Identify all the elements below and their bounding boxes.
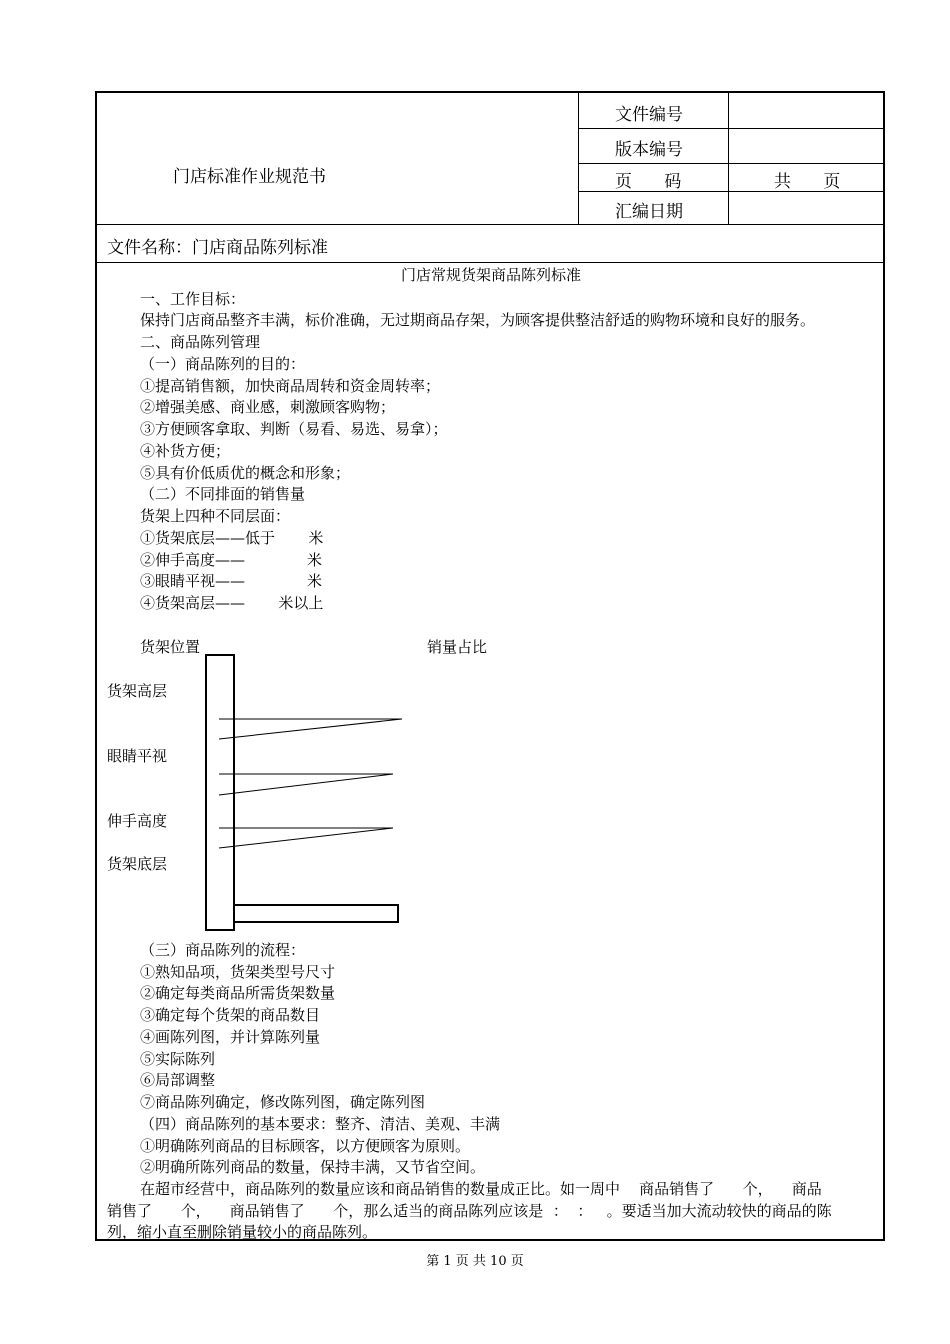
text-line: ④画陈列图，并计算陈列量 [140, 1028, 321, 1046]
file-name: 文件名称：门店商品陈列标准 [107, 238, 328, 258]
text-line: ③眼睛平视—— 米 [140, 572, 322, 590]
diagram-level-eye: 眼睛平视 [107, 747, 168, 765]
meta-label-page: 页 码 [615, 172, 682, 192]
text-line: ②伸手高度—— 米 [140, 551, 322, 569]
meta-value-page: 共 页 [774, 172, 841, 192]
text-line: ⑦商品陈列确定，修改陈列图，确定陈列图 [140, 1093, 426, 1111]
text-line: ④补货方便； [140, 442, 231, 460]
text-line: ⑤实际陈列 [140, 1050, 216, 1068]
text-line: ②增强美感、商业感，刺激顾客购物； [140, 398, 396, 416]
share-wedge-reach [219, 828, 393, 848]
diagram-level-bottom: 货架底层 [107, 855, 168, 873]
text-line: ①提高销售额，加快商品周转和资金周转率； [140, 377, 441, 395]
text-line: （四）商品陈列的基本要求：整齐、清洁、美观、丰满 [140, 1115, 501, 1133]
text-line: ③确定每个货架的商品数目 [140, 1006, 321, 1024]
section-title: 门店常规货架商品陈列标准 [400, 266, 581, 284]
page-footer: 第 1 页 共 10 页 [426, 1254, 524, 1269]
text-line: ①明确陈列商品的目标顾客，以方便顾客为原则。 [140, 1137, 471, 1155]
text-line: ②确定每类商品所需货架数量 [140, 984, 336, 1002]
paragraph-line: 在超市经营中，商品陈列的数量应该和商品销售的数量成正比。如一周中 商品销售了 个， 商品 [140, 1180, 822, 1198]
paragraph-line: 列，缩小直至删除销量较小的商品陈列。 [107, 1223, 378, 1241]
text-line: （三）商品陈列的流程： [140, 941, 306, 959]
meta-label-file-number: 文件编号 [615, 105, 683, 125]
paragraph-line: 销售了 个， 商品销售了 个，那么适当的商品陈列应该是 ： ： 。要适当加大流动较快的商品的陈 [107, 1202, 832, 1220]
text-line: ⑥局部调整 [140, 1071, 216, 1089]
text-line: 一、工作目标： [140, 290, 246, 308]
text-line: 保持门店商品整齐丰满，标价准确，无过期商品存架，为顾客提供整洁舒适的购物环境和良好的服务。 [140, 311, 816, 329]
shelf-base [234, 905, 398, 922]
text-line: ③方便顾客拿取、判断（易看、易选、易拿）； [140, 420, 448, 438]
diagram-level-reach: 伸手高度 [107, 812, 168, 830]
text-line: 二、商品陈列管理 [140, 333, 261, 351]
shelf-upright [206, 655, 234, 930]
diagram-label-position: 货架位置 [140, 638, 201, 656]
text-line: ⑤具有价低质优的概念和形象； [140, 464, 351, 482]
text-line: 货架上四种不同层面： [140, 507, 291, 525]
text-line: ②明确所陈列商品的数量，保持丰满，又节省空间。 [140, 1158, 486, 1176]
text-line: ④货架高层—— 米以上 [140, 594, 324, 612]
shelf-diagram [97, 93, 885, 1239]
document-frame [95, 91, 885, 1241]
text-line: （一）商品陈列的目的： [140, 355, 306, 373]
diagram-label-share: 销量占比 [427, 638, 488, 656]
text-line: （二）不同排面的销售量 [140, 485, 306, 503]
meta-label-date: 汇编日期 [615, 202, 683, 222]
meta-label-version: 版本编号 [615, 140, 683, 160]
text-line: ①货架底层——低于 米 [140, 529, 324, 547]
diagram-level-top: 货架高层 [107, 682, 168, 700]
share-wedge-eye [219, 774, 393, 795]
main-title: 门店标准作业规范书 [173, 167, 326, 187]
text-line: ①熟知品项，货架类型号尺寸 [140, 963, 336, 981]
share-wedge-top [219, 719, 402, 739]
